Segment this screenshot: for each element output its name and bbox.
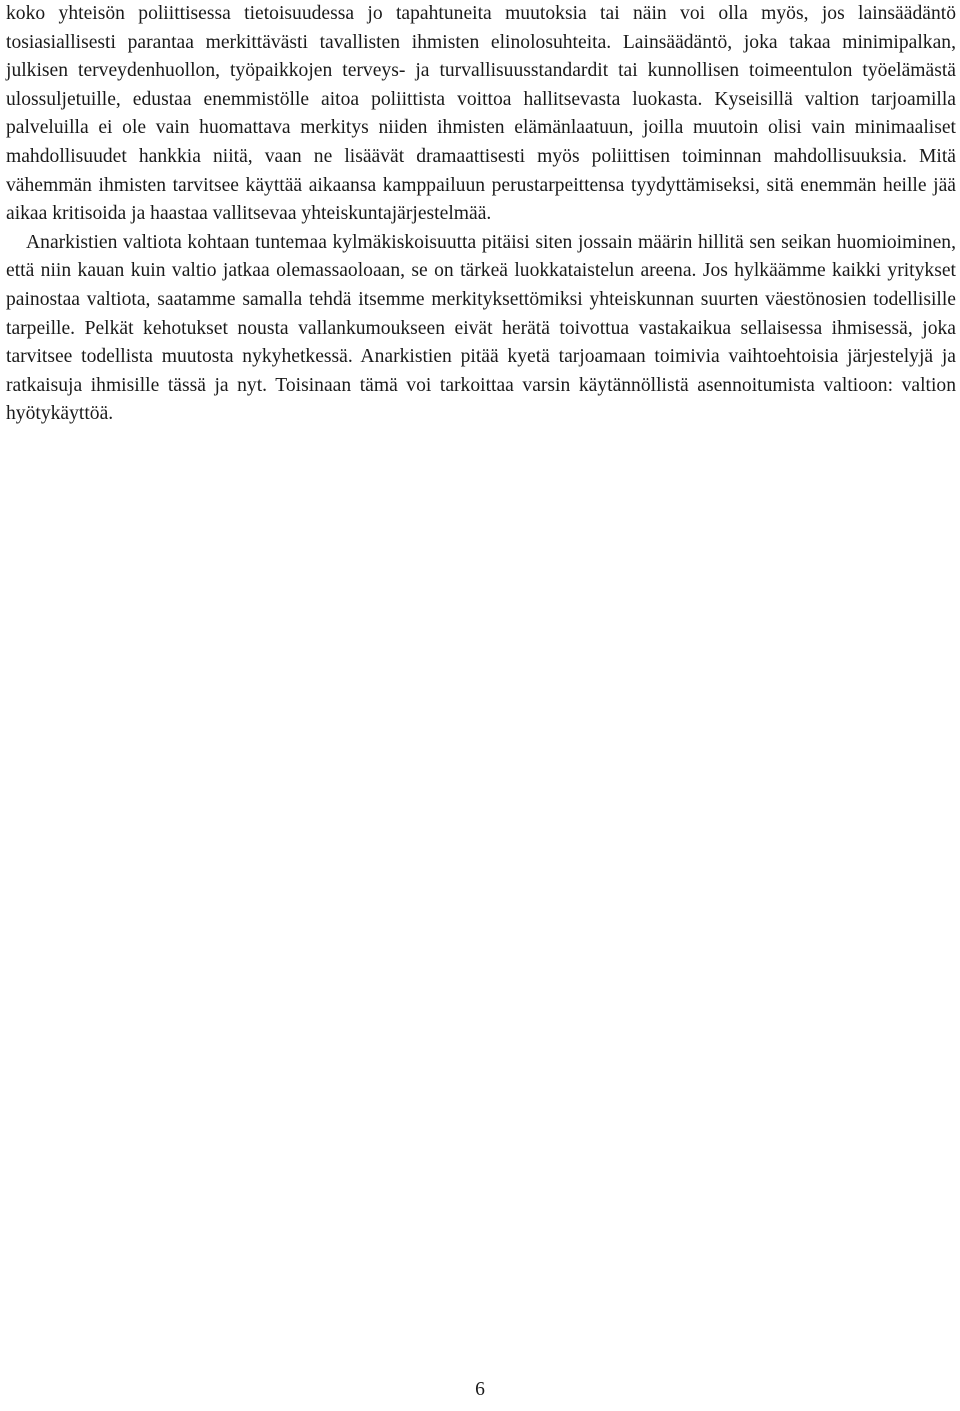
paragraph-1: koko yhteisön poliittisessa tietoisuudessa jo tapahtuneita muutoksia tai näin voi olla myös, jos lainsäädäntö tosiasiallisesti parantaa merkittävästi tavallisten ihmisten elinolosuhteita. Lainsäädäntö, joka takaa minimipalkan, julkisen terveydenhuollon, työpaikkojen terveys- ja turvallisuusstandardit tai kunnollisen toimeentulon työelämästä ulossuljetuille, edustaa enemmistölle aitoa poliittista voittoa hallitsevasta luokasta. Kyseisillä valtion tarjoamilla palveluilla ei ole vain huomattava merkitys niiden ihmisten elämänlaatuun, joilla muutoin olisi vain minimaaliset mahdollisuudet hankkia niitä, vaan ne lisäävät dramaattisesti myös poliittisen toiminnan mahdollisuuksia. Mitä vähemmän ihmisten tarvitsee käyttää aikaansa kamppailuun perustarpeittensa tyydyttämiseksi, sitä enemmän heille jää aikaa kritisoida ja haastaa vallitsevaa yhteiskuntajärjestelmää. bbox=[6, 3, 956, 225]
paragraph-2: Anarkistien valtiota kohtaan tuntemaa kylmäkiskoisuutta pitäisi siten jossain määrin hillitä sen seikan huomioiminen, että niin kauan kuin valtio jatkaa olemassaoloaan, se on tärkeä luokkataistelun areena. Jos hylkäämme kaikki yritykset painostaa valtiota, saatamme samalla tehdä itsemme merkityksettömiksi yhteiskunnan suurten väestönosien todellisille tarpeille. Pelkät kehotukset nousta vallankumoukseen eivät herätä toivottua vastakaikua sellaisessa ihmisessä, joka tarvitsee todellista muutosta nykyhetkessä. Anarkistien pitää kyetä tarjoamaan toimivia vaihtoehtoisia järjestelyjä ja ratkaisuja ihmisille tässä ja nyt. Toisinaan tämä voi tarkoittaa varsin käytännöllistä asennoitumista valtioon: valtion hyötykäyttöä. bbox=[6, 231, 956, 425]
body-text bbox=[6, 0, 956, 429]
page-number: 6 bbox=[475, 1379, 485, 1400]
